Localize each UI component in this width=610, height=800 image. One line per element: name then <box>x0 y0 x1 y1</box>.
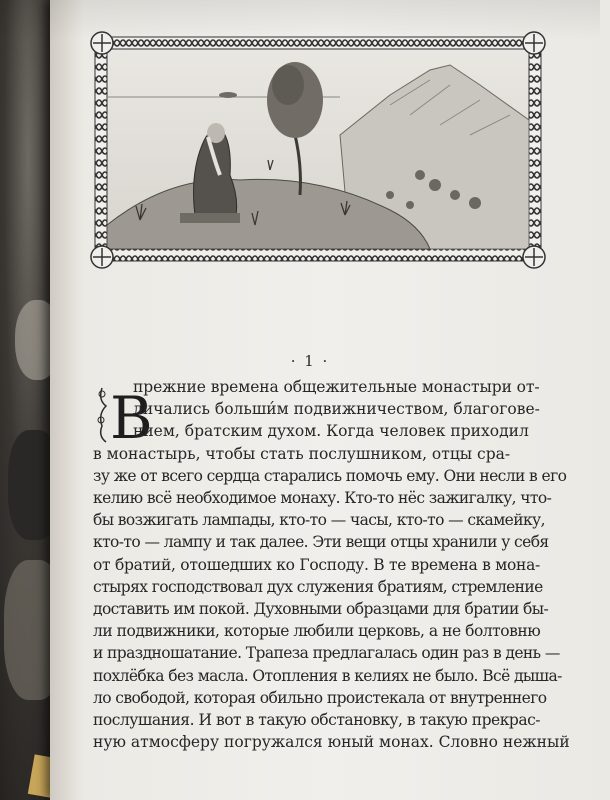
text-line: похлёбка без масла. Отопления в келиях не было. Всё дыша- <box>93 666 562 685</box>
text-line: бы возжигать лампады, кто-то — часы, кто-то — скамейку, <box>93 511 545 530</box>
text-line: доставить им покой. Духовными образцами для братии бы- <box>93 600 549 618</box>
text-line: и праздношатание. Трапеза предлагалась один раз в день — <box>93 644 560 663</box>
chapter-illustration <box>90 25 550 280</box>
text-line: прежние времена общежительные монастыри от- <box>133 378 540 396</box>
text-line: келию всё необходимое монаху. Кто-то нёс зажигалку, что- <box>93 489 552 507</box>
text-line: ли подвижники, которые любили церковь, а не болтовню <box>93 622 541 641</box>
text-line: кто-то — лампу и так далее. Эти вещи отцы хранили у себя <box>93 533 549 552</box>
drop-cap-text: В <box>110 384 153 452</box>
text-line: ную атмосферу погружался юный монах. Словно нежный <box>93 733 570 752</box>
text-line: послушания. И вот в такую обстановку, в такую прекрас- <box>93 711 541 729</box>
text-line: от братий, отошедших ко Господу. В те времена в мона- <box>93 555 540 574</box>
chapter-number: · 1 · <box>290 352 330 370</box>
text-line: зу же от всего сердца старались помочь ему. Они несли в его <box>93 466 567 485</box>
text-line: в монастырь, чтобы стать послушником, отцы сра- <box>93 444 511 463</box>
text-line: личались больши́м подвижничеством, благогове- <box>133 400 540 419</box>
text-line: нием, братским духом. Когда человек приходил <box>133 422 529 441</box>
text-line: стырях господствовал дух служения братиям, стремление <box>93 577 543 596</box>
text-line: ло свободой, которая обильно проистекала от внутреннего <box>93 688 547 707</box>
